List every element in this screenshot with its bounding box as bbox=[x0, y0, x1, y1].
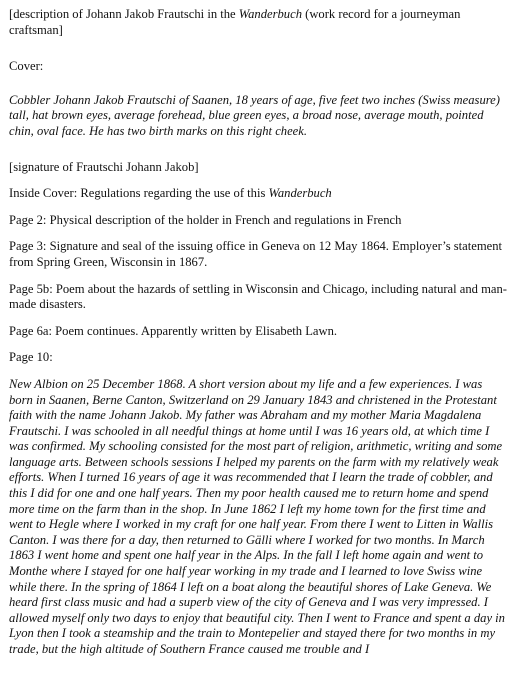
page3-note: Page 3: Signature and seal of the issuing office in Geneva on 12 May 1864. Employer’s statement from Spring Green, Wisconsin in 1867. bbox=[9, 239, 503, 269]
inside-cover-wanderbuch-term: Wanderbuch bbox=[268, 186, 332, 201]
cover-description: Cobbler Johann Jakob Frautschi of Saanen, 18 years of age, five feet two inches (Swiss measure) tall, hat brown eyes, average forehead, blue green eyes, a broad nose, average mouth, pointed chin, oval face. He has two birth marks on this right cheek. bbox=[9, 92, 500, 138]
page6a-note: Page 6a: Poem continues. Apparently written by Elisabeth Lawn. bbox=[9, 323, 338, 338]
inside-cover-prefix: Inside Cover: Regulations regarding the use of this bbox=[9, 186, 269, 201]
page2-note: Page 2: Physical description of the holder in French and regulations in French bbox=[9, 212, 402, 227]
document-page bbox=[9, 7, 509, 658]
cover-label: Cover: bbox=[9, 59, 44, 74]
signature-note: [signature of Frautschi Johann Jakob] bbox=[9, 159, 199, 174]
intro-note bbox=[9, 7, 509, 38]
page10-label: Page 10: bbox=[9, 350, 53, 365]
intro-suffix: (work record for a journeyman craftsman] bbox=[9, 7, 461, 37]
intro-prefix: [description of Johann Jakob Frautschi in the bbox=[9, 7, 239, 21]
page10-text: New Albion on 25 December 1868. A short version about my life and a few experiences. I was born in Saanen, Berne Canton, Switzerland on 29 January 1843 and christened in the Protestant faith with the name Johann Jakob. My father was Abraham and my mother Maria Magdalena Frautschi. I was schooled in all needful things at home until I was 16 years old, at which time I was confirmed. My schooling consisted for the most part of religion, arithmetic, writing and some language arts. Between schools sessions I helped my parents on the farm with my relatively weak efforts. When I turned 16 years of age it was recommended that I learn the trade of cobbler, and this I did for one and one half years. Then my poor health caused me to return home and spend more time on the farm than in the shop. In June 1862 I left my home town for the first time and went to Hegle where I worked in my craft for one half year. From there I went to Litten in Wallis Canton. I was there for a day, then returned to Gälli where I worked for two months. In March 1863 I went home and spent one half year in the Alps. In the fall I left home again and went to Monthe where I stayed for one half year working in my trade and I learned to love Swiss wine while there. In the spring of 1864 I left on a boat along the beautiful shores of Lake Geneva. We heard first class music and had a superb view of the city of Geneva and I was very impressed. I allowed myself only two days to enjoy that beautiful city. Then I went to France and spent a day in Lyon then I took a steamship and the train to Montepelier and stayed there for two months in my trade, but the high altitude of Southern France caused me trouble and I bbox=[9, 376, 505, 656]
page5b-note: Page 5b: Poem about the hazards of settling in Wisconsin and Chicago, including natural and man-made disasters. bbox=[9, 281, 508, 312]
intro-wanderbuch-term: Wanderbuch bbox=[238, 7, 302, 21]
inside-cover-note bbox=[9, 186, 509, 202]
